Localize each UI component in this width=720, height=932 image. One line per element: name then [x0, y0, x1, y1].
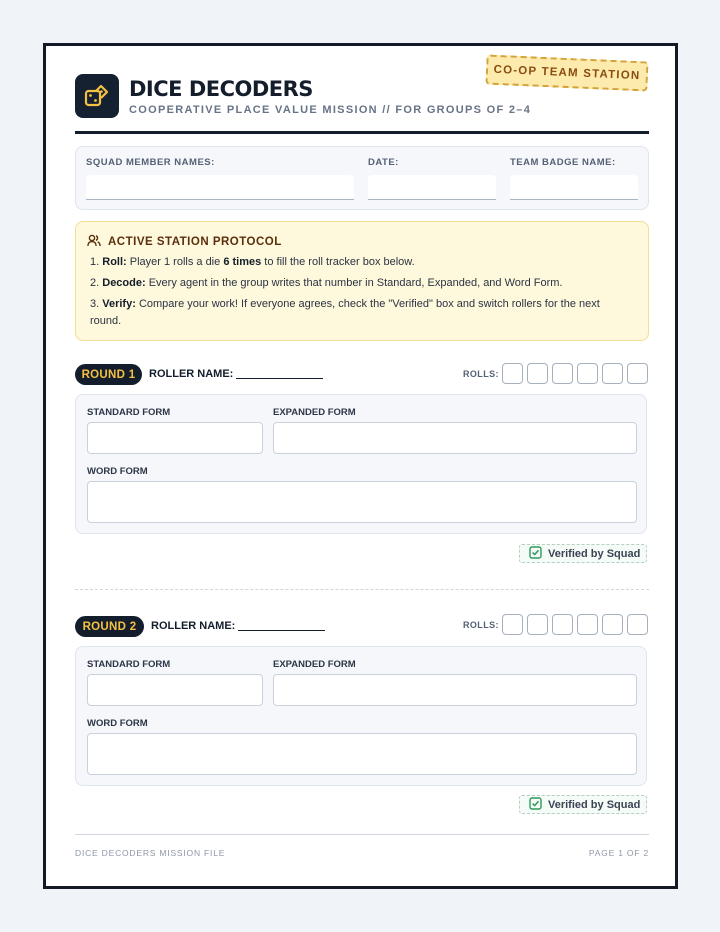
roll-box[interactable] — [602, 363, 623, 384]
protocol-box — [75, 221, 649, 341]
protocol-step-3: 3. Verify: Compare your work! If everyone agrees, check the "Verified" box and switch rollers for the next round. — [90, 298, 600, 327]
check-square-icon — [529, 797, 542, 813]
roll-box[interactable] — [502, 363, 523, 384]
protocol-step-1: 1. Roll: Player 1 rolls a die 6 times to fill the roll tracker box below. — [90, 256, 415, 268]
team-badge-label: TEAM BADGE NAME: — [510, 157, 616, 168]
round-1-rolls-label: ROLLS: — [463, 369, 499, 379]
round-2-form-panel — [75, 646, 647, 786]
roll-box[interactable] — [527, 614, 548, 635]
protocol-heading — [87, 234, 282, 250]
protocol-heading-text: ACTIVE STATION PROTOCOL — [108, 236, 282, 248]
round-1-roller: ROLLER NAME: — [149, 368, 323, 380]
roll-box[interactable] — [502, 614, 523, 635]
word-form-input[interactable] — [87, 481, 637, 523]
roll-box[interactable] — [627, 363, 648, 384]
date-field[interactable] — [368, 175, 496, 200]
page-title: DICE DECODERS — [129, 77, 313, 101]
roll-box[interactable] — [527, 363, 548, 384]
protocol-step-2: 2. Decode: Every agent in the group writes that number in Standard, Expanded, and Word Form. — [90, 277, 563, 289]
standard-form-label: STANDARD FORM — [87, 407, 171, 418]
footer-rule — [75, 834, 649, 835]
expanded-form-label: EXPANDED FORM — [273, 407, 356, 418]
round-1-pill: ROUND 1 — [75, 364, 142, 385]
round-2-rolls-label: ROLLS: — [463, 620, 499, 630]
worksheet-page — [43, 43, 678, 889]
roll-box[interactable] — [552, 614, 573, 635]
footer-title: DICE DECODERS MISSION FILE — [75, 848, 226, 858]
team-badge-field[interactable] — [510, 175, 638, 200]
roller-name-blank[interactable] — [238, 630, 325, 631]
verified-label: Verified by Squad — [548, 798, 641, 811]
date-label: DATE: — [368, 157, 399, 168]
roller-name-blank[interactable] — [236, 378, 323, 379]
standard-form-input[interactable] — [87, 422, 263, 454]
word-form-label: WORD FORM — [87, 718, 148, 729]
round-divider — [75, 589, 649, 590]
round-1-verified-checkbox[interactable] — [519, 544, 647, 563]
roll-box[interactable] — [602, 614, 623, 635]
word-form-label: WORD FORM — [87, 466, 148, 477]
dice-icon — [75, 74, 119, 118]
round-1-form-panel — [75, 394, 647, 534]
roll-box[interactable] — [627, 614, 648, 635]
station-badge: CO-OP TEAM STATION — [485, 54, 648, 91]
users-icon — [87, 234, 101, 250]
standard-form-label: STANDARD FORM — [87, 659, 171, 670]
word-form-input[interactable] — [87, 733, 637, 775]
standard-form-input[interactable] — [87, 674, 263, 706]
page-subtitle: COOPERATIVE PLACE VALUE MISSION // FOR GROUPS OF 2–4 — [129, 104, 532, 116]
header-rule — [75, 131, 649, 134]
page-number: PAGE 1 OF 2 — [588, 848, 649, 858]
round-2-roller: ROLLER NAME: — [151, 620, 325, 632]
roll-box[interactable] — [552, 363, 573, 384]
round-2-verified-checkbox[interactable] — [519, 795, 647, 814]
expanded-form-label: EXPANDED FORM — [273, 659, 356, 670]
names-field[interactable] — [86, 175, 354, 200]
expanded-form-input[interactable] — [273, 674, 637, 706]
verified-label: Verified by Squad — [548, 547, 641, 560]
check-square-icon — [529, 546, 542, 562]
squad-info-panel — [75, 146, 649, 210]
round-2-pill: ROUND 2 — [75, 616, 144, 637]
expanded-form-input[interactable] — [273, 422, 637, 454]
names-label: SQUAD MEMBER NAMES: — [86, 157, 215, 168]
roll-box[interactable] — [577, 614, 598, 635]
roll-box[interactable] — [577, 363, 598, 384]
